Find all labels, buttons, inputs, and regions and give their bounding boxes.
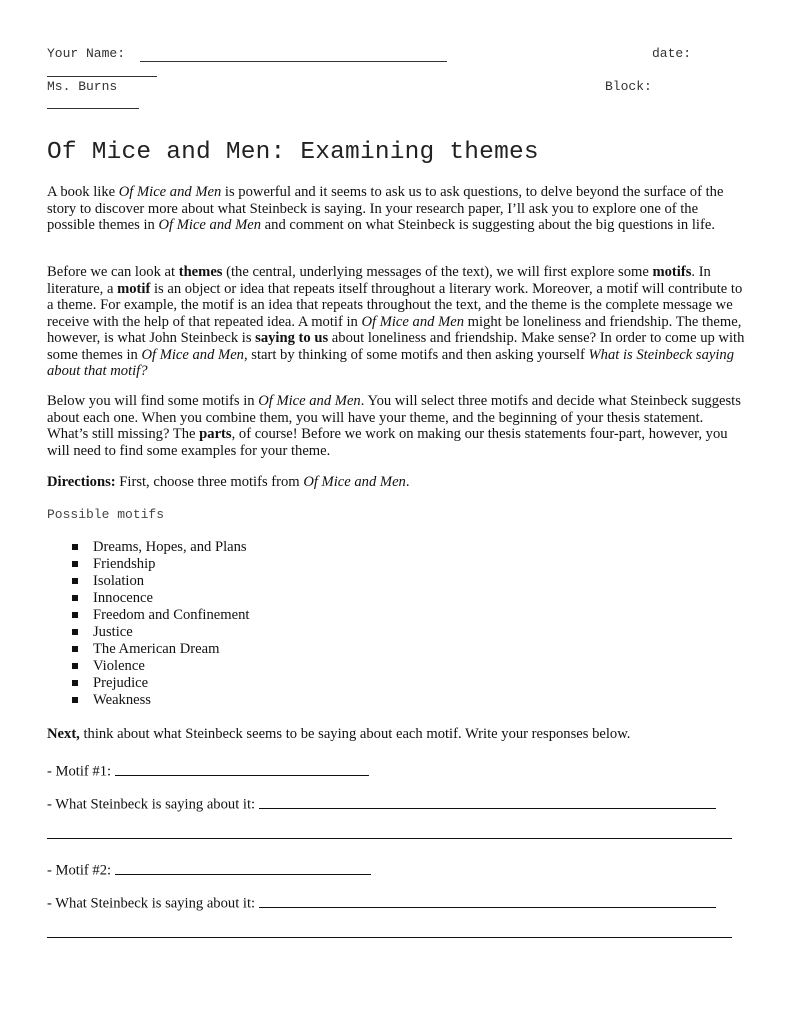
motif-label: Isolation [93, 573, 145, 589]
saying-1-field [47, 793, 716, 814]
motif-label: Dreams, Hopes, and Plans [93, 539, 247, 555]
text-span: about loneliness and friendship. Make sense? In order to come up with some themes in [47, 330, 745, 363]
book-title: Of Mice and Men [141, 346, 244, 363]
list-item [72, 573, 249, 590]
motif-list [72, 539, 249, 709]
list-item [72, 607, 249, 624]
text-span: (the central, underlying messages of the text), we will first explore some [222, 264, 653, 280]
date-blank-line[interactable] [47, 65, 157, 77]
book-title: Of Mice and Men [258, 393, 361, 409]
text-span: , of course! Before we work on making our thesis statements four-part, however, you will need to find some examples for your theme. [47, 426, 728, 459]
text-span: , start by thinking of some motifs and then asking yourself [243, 346, 589, 363]
possible-motifs-heading: Possible motifs [47, 507, 165, 522]
bullet-icon [72, 544, 78, 550]
saying-2-field [47, 892, 716, 913]
text-span: and comment on what Steinbeck is suggesting about the big questions in life. [261, 217, 715, 233]
text-span: is powerful and it seems to ask us to ask questions, to delve beyond the surface of the story to discover more about what Steinbeck is saying. In your research paper, I’ll ask you to explore one of the possible themes in [47, 184, 724, 233]
block-blank-line[interactable] [47, 97, 139, 109]
bullet-icon [72, 629, 78, 635]
motif-label: Prejudice [93, 675, 149, 691]
next-instructions [47, 726, 747, 743]
list-item [72, 624, 249, 641]
motifs-term: motifs [652, 264, 692, 280]
bullet-icon [72, 561, 78, 567]
teacher-name: Ms. Burns [47, 79, 118, 94]
text-span: A book like [47, 184, 119, 200]
list-item [72, 675, 249, 692]
motif-label: The American Dream [93, 641, 220, 657]
saying-1-label: - What Steinbeck is saying about it: [47, 796, 256, 813]
saying-2-continuation-line[interactable] [47, 937, 732, 938]
bullet-icon [72, 697, 78, 703]
date-label: date: [652, 46, 692, 61]
themes-term: themes [178, 264, 223, 280]
instructions-paragraph [47, 393, 747, 459]
motif-1-label: - Motif #1: [47, 763, 112, 780]
list-item [72, 539, 249, 556]
text-span: might be loneliness and friendship. The theme, however, is what John Steinbeck is [47, 313, 742, 346]
name-label: Your Name: [47, 46, 126, 61]
list-item [72, 658, 249, 675]
saying-to-us-term: saying to us [255, 330, 329, 346]
motif-2-blank-line[interactable] [115, 859, 371, 875]
book-title: Of Mice and Men [158, 217, 262, 233]
text-span: . In literature, a [47, 264, 711, 297]
motif-label: Justice [93, 624, 133, 640]
text-span: . [405, 474, 410, 490]
text-span: Below you will find some motifs in [47, 393, 259, 409]
book-title: Of Mice and Men [118, 184, 222, 200]
motif-2-field [47, 859, 371, 880]
motif-label: Innocence [93, 590, 153, 606]
bullet-icon [72, 680, 78, 686]
text-span: Before we can look at [47, 264, 179, 280]
book-title: Of Mice and Men [303, 474, 406, 490]
motif-label: Violence [93, 658, 145, 674]
saying-1-continuation-line[interactable] [47, 838, 732, 839]
list-item [72, 556, 249, 573]
intro-paragraph [47, 184, 747, 234]
directions-label: Directions: [47, 474, 116, 490]
motif-term: motif [117, 280, 151, 297]
saying-1-blank-line[interactable] [259, 793, 716, 809]
list-item [72, 590, 249, 607]
list-item [72, 641, 249, 658]
text-span: First, choose three motifs from [115, 474, 304, 490]
motif-explanation-paragraph [47, 264, 747, 380]
motif-label: Friendship [93, 556, 156, 572]
directions [47, 474, 747, 491]
saying-2-label: - What Steinbeck is saying about it: [47, 895, 256, 912]
motif-1-field [47, 760, 369, 781]
text-span: is an object or idea that repeats itself throughout a literary work. Moreover, a motif will contribute to a theme. For example, the motif is an idea that repeats throughout the text, and the theme is the complete message we receive with the help of that repeated idea. A motif in [47, 280, 743, 330]
parts-term: parts [199, 426, 232, 442]
bullet-icon [72, 578, 78, 584]
motif-label: Weakness [93, 692, 151, 708]
list-item [72, 692, 249, 709]
page-title: Of Mice and Men: Examining themes [47, 139, 539, 166]
text-span: . You will select three motifs and decide what Steinbeck suggests about each one. When you combine them, you will have your theme, and the beginning of your thesis statement. What’s still missing? The [47, 393, 741, 442]
bullet-icon [72, 663, 78, 669]
bullet-icon [72, 646, 78, 652]
bullet-icon [72, 595, 78, 601]
guiding-question: What is Steinbeck saying about that motif? [47, 346, 735, 379]
next-label: Next, [47, 726, 80, 742]
book-title: Of Mice and Men [361, 313, 464, 330]
name-blank-line[interactable] [140, 50, 447, 62]
motif-1-blank-line[interactable] [115, 760, 369, 776]
block-label: Block: [605, 79, 652, 94]
bullet-icon [72, 612, 78, 618]
text-span: think about what Steinbeck seems to be saying about each motif. Write your responses below. [79, 726, 631, 742]
saying-2-blank-line[interactable] [259, 892, 716, 908]
motif-2-label: - Motif #2: [47, 862, 112, 879]
motif-label: Freedom and Confinement [93, 607, 250, 623]
